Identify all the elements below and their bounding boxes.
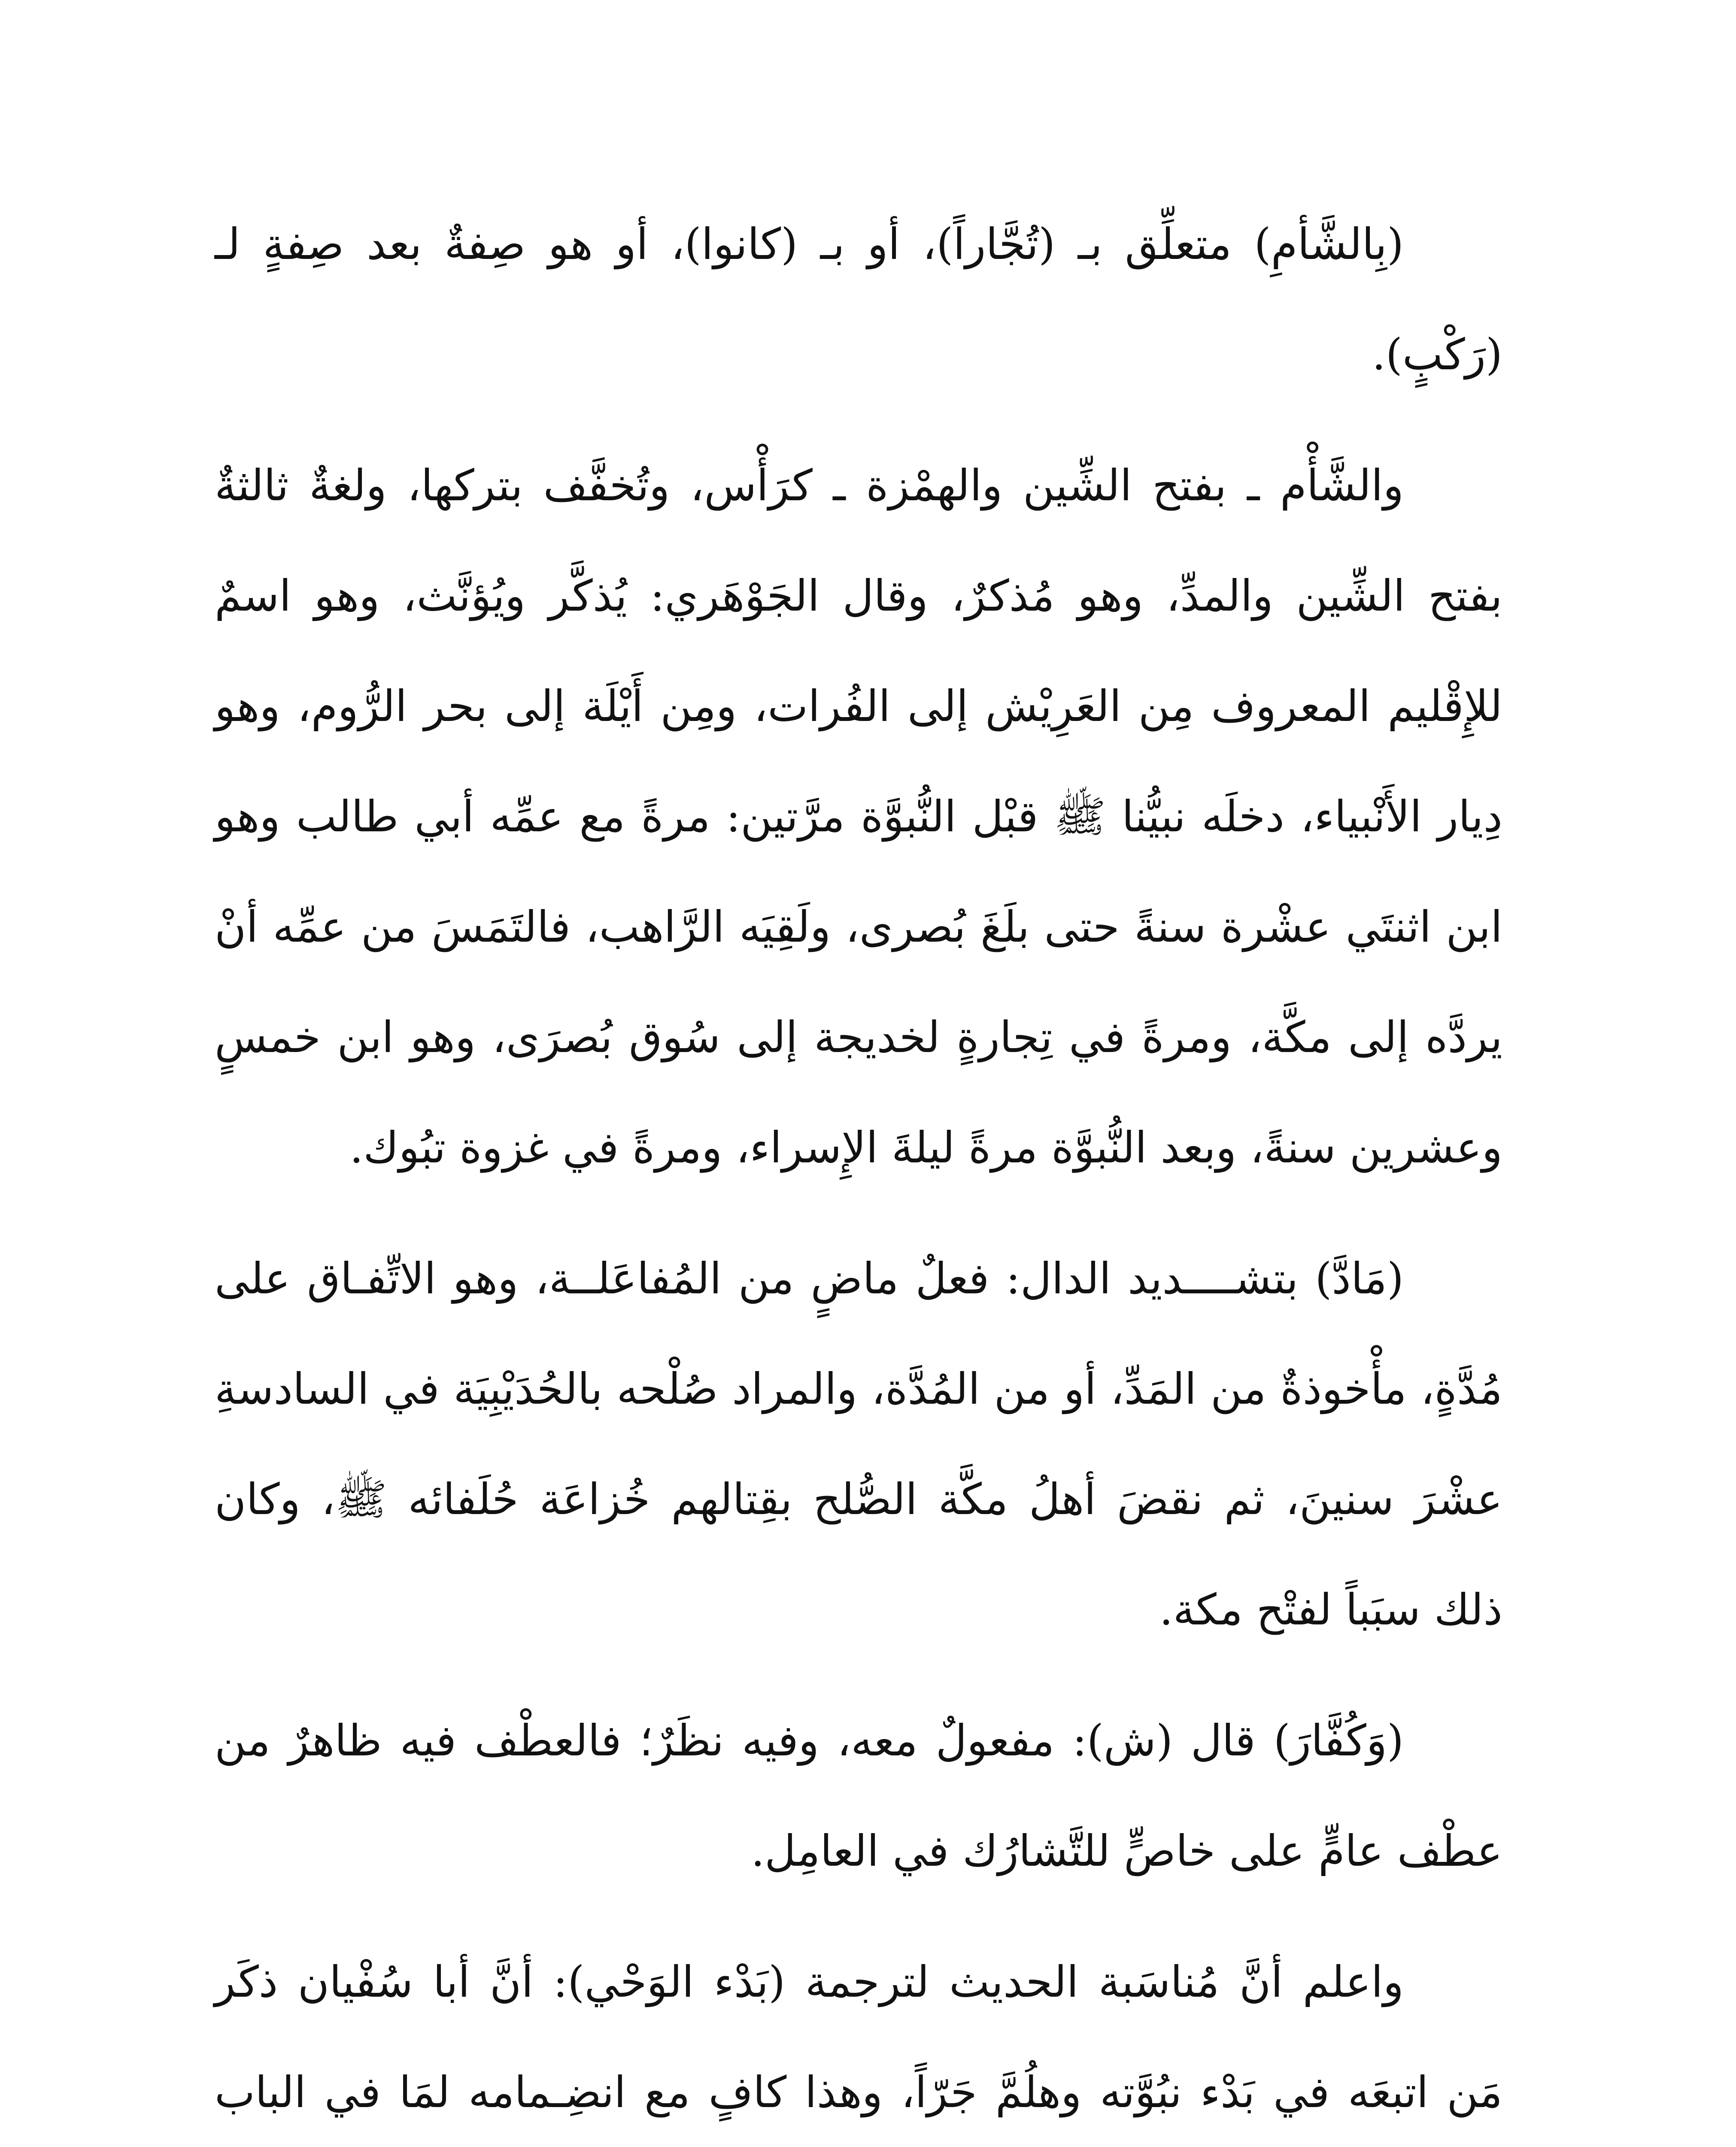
paragraph-kuffar: (وَكُفَّارَ) قال (ش): مفعولٌ معه، وفيه نظَرٌ؛ فالعطْف فيه ظاهرٌ من عطْف عامٍّ على خاصٍّ للتَّشارُك في العامِل. bbox=[215, 1715, 1502, 1876]
paragraph-sham-definition: والشَّأْم ـ بفتح الشِّين والهمْزة ـ كرَأْس، وتُخفَّف بتركها، ولغةٌ ثالثةٌ بفتح الشِّين والمدِّ، وهو مُذكرٌ، وقال الجَوْهَري: يُذكَّر ويُؤنَّث، وهو اسمٌ للإِقْليم المعروف مِن العَرِيْش إلى الفُرات، ومِن أَيْلَة إلى بحر الرُّوم، وهو دِيار الأَنْبياء، دخلَه نبيُّنا ﷺ قبْل النُّبوَّة مرَّتين: مرةً مع عمِّه أبي طالب وهو ابن اثنتَي عشْرة سنةً حتى بلَغَ بُصرى، ولَقِيَه الرَّاهب، فالتَمَسَ من عمِّه أنْ يردَّه إلى مكَّة، ومرةً في تِجارةٍ لخديجة إلى سُوق بُصرَى، وهو ابن خمسٍ وعشرين سنةً، وبعد النُّبوَّة مرةً ليلةَ الإِسراء، ومرةً في غزوة تبُوك. bbox=[215, 460, 1502, 1173]
paragraph-relevance: واعلم أنَّ مُناسَبة الحديث لترجمة (بَدْء الوَحْي): أنَّ أبا سُفْيان ذكَر مَن اتبعَه في بَدْء نبُوَّته وهلُمَّ جَرّاً، وهذا كافٍ مع انضِـمامه لمَا في الباب bbox=[215, 1957, 1502, 2117]
paragraph-madda: (مَادَّ) بتشــــديد الدال: فعلٌ ماضٍ من المُفاعَلــة، وهو الاتِّفـاق على مُدَّةٍ، مأْخوذةٌ من المَدِّ، أو من المُدَّة، والمراد صُلْحه بالحُدَيْبِيَة في السادسةِ عشْرَ سنينَ، ثم نقضَ أهلُ مكَّة الصُّلح بقِتالهم خُزاعَة حُلَفائه ﷺ، وكان ذلك سبَباً لفتْح مكة. bbox=[215, 1253, 1502, 1635]
body-text bbox=[215, 189, 1502, 2147]
paragraph-sham-relation: (بِالشَّأمِ) متعلِّق بـ (تُجَّاراً)، أو بـ (كانوا)، أو هو صِفةٌ بعد صِفةٍ لـ (رَكْبٍ). bbox=[215, 219, 1502, 380]
